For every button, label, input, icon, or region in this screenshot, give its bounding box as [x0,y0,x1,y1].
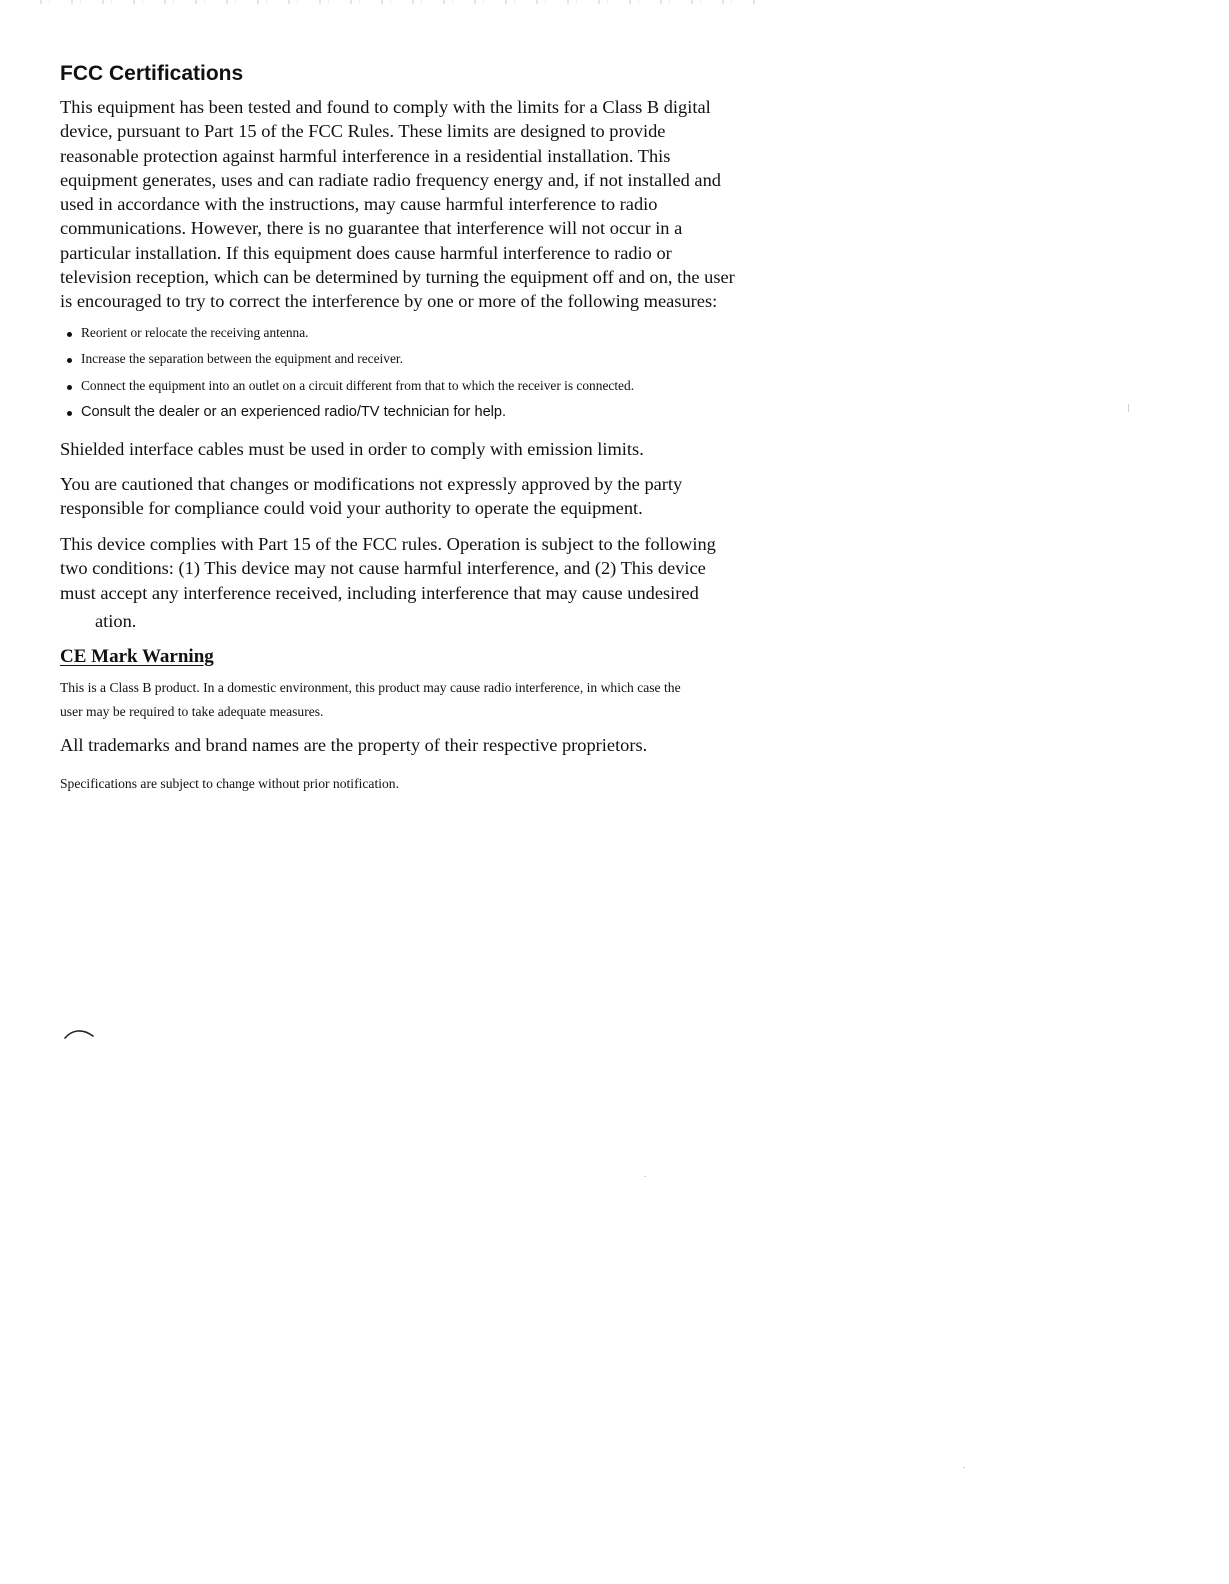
measure-text: Connect the equipment into an outlet on a circuit different from that to which the receiver is connected. [81,377,635,393]
paragraph-line: responsible for compliance could void your authority to operate the equipment. [60,498,643,519]
bullet-icon [67,411,72,416]
paragraph-line: ation. [95,610,137,631]
ce-mark-warning-heading: CE Mark Warning [60,646,214,667]
paragraph-line: This device complies with Part 15 of the FCC rules. Operation is subject to the following [60,534,716,554]
paragraph-line: particular installation. If this equipment does cause harmful interference to radio or [60,242,672,263]
pen-stroke-mark [64,1026,96,1040]
paragraph-line: two conditions: (1) This device may not cause harmful interference, and (2) This device [60,558,706,579]
scan-speck [644,1176,646,1177]
list-item [60,348,634,374]
compliance-paragraph [60,532,716,633]
list-item [60,322,634,348]
bullet-icon [67,385,72,390]
trademarks-paragraph: All trademarks and brand names are the property of their respective proprietors. [60,735,648,755]
scan-artifact-top [40,0,760,4]
measure-text: Reorient or relocate the receiving antenna. [81,325,309,340]
bullet-icon [67,332,72,337]
specifications-note: Specifications are subject to change without prior notification. [60,776,399,791]
paragraph-line: communications. However, there is no guarantee that interference will not occur in a [60,218,683,239]
bullet-icon [67,358,72,363]
paragraph-line: television reception, which can be determined by turning the equipment off and on, the user [60,267,735,288]
caution-paragraph [60,472,682,521]
paragraph-line: must accept any interference received, including interference that may cause undesired [60,582,699,603]
shielded-cables-paragraph: Shielded interface cables must be used in order to comply with emission limits. [60,439,644,459]
scan-speck [1128,404,1129,412]
measure-text: Consult the dealer or an experienced radio/TV technician for help. [81,404,507,421]
ce-warning-paragraph [60,676,681,724]
paragraph-line: is encouraged to try to correct the interference by one or more of the following measures: [60,291,718,312]
scan-speck [963,1467,965,1468]
paragraph-line: This equipment has been tested and found to comply with the limits for a Class B digital [60,97,711,117]
paragraph-line: This is a Class B product. In a domestic environment, this product may cause radio interference, in which case the [60,680,681,695]
paragraph-line: reasonable protection against harmful interference in a residential installation. This [60,145,671,166]
paragraph-line: equipment generates, uses and can radiate radio frequency energy and, if not installed and [60,169,721,190]
paragraph-line: You are cautioned that changes or modifications not expressly approved by the party [60,474,683,494]
fcc-certifications-heading: FCC Certifications [60,62,244,85]
list-item [60,401,634,427]
paragraph-line: device, pursuant to Part 15 of the FCC Rules. These limits are designed to provide [60,121,666,142]
interference-measures-list [60,322,634,428]
measure-text: Increase the separation between the equipment and receiver. [81,351,403,367]
list-item [60,375,634,401]
fcc-intro-paragraph [60,95,735,314]
paragraph-line: used in accordance with the instructions, may cause harmful interference to radio [60,194,658,215]
paragraph-line: user may be required to take adequate measures. [60,704,324,719]
